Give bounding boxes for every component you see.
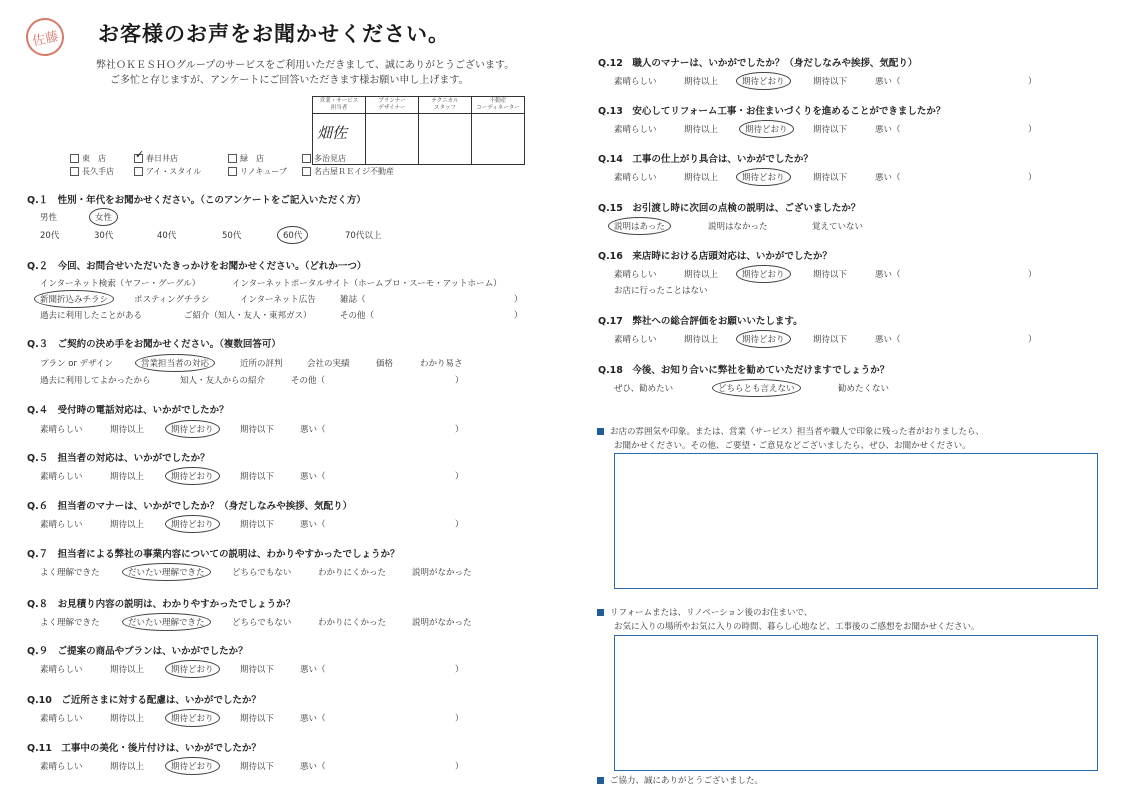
q5-rating-option[interactable]: 期待以上 bbox=[110, 472, 145, 482]
q18-option[interactable]: 勧めたくない bbox=[838, 384, 890, 394]
q17-rating-option[interactable]: 素晴らしい bbox=[614, 335, 657, 345]
q6-paren-close: ） bbox=[455, 520, 464, 530]
q11-rating-option[interactable]: 素晴らしい bbox=[40, 762, 83, 772]
q13-rating-selected[interactable]: 期待どおり bbox=[739, 120, 794, 138]
q5-paren-close: ） bbox=[455, 472, 464, 482]
q18-option-selected[interactable]: どちらとも言えない bbox=[712, 379, 801, 397]
q3-option[interactable]: 知人・友人からの紹介 bbox=[180, 376, 266, 386]
q4-rating-option[interactable]: 悪い（ bbox=[300, 425, 326, 435]
q1-gender-male[interactable]: 男性 bbox=[40, 213, 58, 223]
page-title: お客様のお声をお聞かせください。 bbox=[98, 22, 450, 46]
q14-rating-option[interactable]: 期待以下 bbox=[813, 173, 848, 183]
q16-rating-selected[interactable]: 期待どおり bbox=[736, 265, 791, 283]
q9-rating-option[interactable]: 素晴らしい bbox=[40, 665, 83, 675]
q5-heading: Q.５ 担当者の対応は、いかがでしたか？ bbox=[27, 453, 210, 464]
q8-option-selected[interactable]: だいたい理解できた bbox=[122, 613, 211, 631]
store-checkbox[interactable] bbox=[228, 167, 237, 176]
q2-option[interactable]: ご紹介（知人・友人・東邦ガス） bbox=[184, 311, 312, 321]
q12-paren-close: ） bbox=[1028, 77, 1037, 87]
q6-heading: Q.６ 担当者のマナーは、いかがでしたか？（身だしなみや挨拶、気配り） bbox=[27, 501, 353, 512]
q6-rating-option[interactable]: 期待以上 bbox=[110, 520, 145, 530]
q14-paren-close: ） bbox=[1028, 173, 1037, 183]
q11-heading: Q.11 工事中の美化・後片付けは、いかがでしたか？ bbox=[27, 743, 261, 754]
q8-option[interactable]: 説明がなかった bbox=[412, 618, 472, 628]
q9-rating-option[interactable]: 悪い（ bbox=[300, 665, 326, 675]
q13-heading: Q.13 安心してリフォーム工事・お住まいづくりを進めることができましたか？ bbox=[598, 106, 946, 117]
q1-age[interactable]: 50代 bbox=[222, 231, 242, 241]
q7-option[interactable]: 説明がなかった bbox=[412, 568, 472, 578]
q17-rating-option[interactable]: 期待以下 bbox=[813, 335, 848, 345]
q8-option[interactable]: よく理解できた bbox=[40, 618, 100, 628]
q3-option[interactable]: 会社の実績 bbox=[307, 359, 350, 369]
staff-tech-cell[interactable] bbox=[419, 114, 472, 165]
seal-stamp: 佐藤 bbox=[22, 14, 67, 59]
q1-age[interactable]: 20代 bbox=[40, 231, 60, 241]
q2-option[interactable]: インターネットポータルサイト（ホームプロ・スーモ・アットホーム） bbox=[232, 279, 502, 289]
q5-rating-selected[interactable]: 期待どおり bbox=[165, 467, 220, 485]
q4-rating-selected[interactable]: 期待どおり bbox=[165, 420, 220, 438]
q12-rating-option[interactable]: 期待以下 bbox=[813, 77, 848, 87]
store-label: 春日井店 bbox=[146, 154, 178, 163]
q10-heading: Q.10 ご近所さまに対する配慮は、いかがでしたか？ bbox=[27, 695, 261, 706]
q3-option[interactable]: プラン or デザイン bbox=[40, 359, 114, 369]
q6-rating-option[interactable]: 悪い（ bbox=[300, 520, 326, 530]
q1-age[interactable]: 70代以上 bbox=[345, 231, 382, 241]
q9-paren-close: ） bbox=[455, 665, 464, 675]
bullet-square-icon bbox=[597, 428, 604, 435]
q4-heading: Q.４ 受付時の電話対応は、いかがでしたか？ bbox=[27, 405, 229, 416]
q1-age[interactable]: 30代 bbox=[94, 231, 114, 241]
q16-paren-close: ） bbox=[1028, 270, 1037, 280]
q13-paren-close: ） bbox=[1028, 125, 1037, 135]
store-label: 名古屋ＲＥイジ不動産 bbox=[314, 167, 394, 176]
q14-rating-option[interactable]: 悪い（ bbox=[875, 173, 901, 183]
store-label: アイ・スタイル bbox=[146, 167, 202, 176]
q15-heading: Q.15 お引渡し時に次回の点検の説明は、ございましたか？ bbox=[598, 203, 861, 214]
q12-heading: Q.12 職人のマナーは、いかがでしたか？（身だしなみや挨拶、気配り） bbox=[598, 58, 918, 69]
q16-extra-option[interactable]: お店に行ったことはない bbox=[614, 286, 708, 296]
q14-rating-option[interactable]: 期待以上 bbox=[684, 173, 719, 183]
q6-rating-option[interactable]: 素晴らしい bbox=[40, 520, 83, 530]
q2-option[interactable]: 過去に利用したことがある bbox=[40, 311, 143, 321]
comment2-prompt-line2: お気に入りの場所やお気に入りの時間、暮らし心地など、工事後のご感想をお聞かせください。 bbox=[614, 622, 980, 632]
q2-option-selected[interactable]: 新聞折込みチラシ bbox=[34, 290, 114, 308]
q6-rating-selected[interactable]: 期待どおり bbox=[165, 515, 220, 533]
comment2-prompt-line1: リフォームまたは、リノベーション後のお住まいで、 bbox=[597, 606, 812, 618]
comment2-textarea[interactable] bbox=[614, 635, 1098, 771]
q11-rating-option[interactable]: 期待以下 bbox=[240, 762, 275, 772]
q18-option[interactable]: ぜひ、勧めたい bbox=[614, 384, 674, 394]
store-label: 緑 店 bbox=[240, 154, 264, 163]
intro-line-1: 弊社ＯＫＥＳＨＯグループのサービスをご利用いただきまして、誠にありがとうございます。 bbox=[96, 60, 515, 71]
q3-option-selected[interactable]: 営業担当者の対応 bbox=[135, 354, 215, 372]
staff-header-realestate: 不動産 コーディネーター bbox=[472, 97, 525, 114]
store-label: 東 店 bbox=[82, 154, 106, 163]
bullet-square-icon bbox=[597, 609, 604, 616]
q6-rating-option[interactable]: 期待以下 bbox=[240, 520, 275, 530]
store-label: 長久手店 bbox=[82, 167, 114, 176]
store-label: 多治見店 bbox=[314, 154, 346, 163]
q17-rating-option[interactable]: 悪い（ bbox=[875, 335, 901, 345]
q7-option[interactable]: わかりにくかった bbox=[318, 568, 387, 578]
q2-paren-close: ） bbox=[514, 295, 523, 305]
store-checkbox[interactable] bbox=[302, 154, 311, 163]
q3-option[interactable]: 価格 bbox=[376, 359, 394, 369]
store-checkbox[interactable] bbox=[70, 154, 79, 163]
q5-rating-option[interactable]: 悪い（ bbox=[300, 472, 326, 482]
q10-rating-option[interactable]: 期待以上 bbox=[110, 714, 145, 724]
q4-rating-option[interactable]: 期待以下 bbox=[240, 425, 275, 435]
q4-rating-option[interactable]: 素晴らしい bbox=[40, 425, 83, 435]
q13-rating-option[interactable]: 素晴らしい bbox=[614, 125, 657, 135]
store-checkbox-checked[interactable] bbox=[134, 154, 143, 163]
store-label: リノキューブ bbox=[240, 167, 287, 176]
q17-paren-close: ） bbox=[1028, 335, 1037, 345]
q12-rating-selected[interactable]: 期待どおり bbox=[736, 72, 791, 90]
q2-heading: Q.２ 今回、お問合せいただいたきっかけをお聞かせください。（どれか一つ） bbox=[27, 261, 367, 272]
q11-rating-option[interactable]: 悪い（ bbox=[300, 762, 326, 772]
q1-heading: Q.１ 性別・年代をお聞かせください。（このアンケートをご記入いただく方） bbox=[27, 195, 366, 206]
staff-header-technical: テクニカル スタッフ bbox=[419, 97, 472, 114]
q16-rating-option[interactable]: 期待以下 bbox=[813, 270, 848, 280]
q3-option[interactable]: 近所の評判 bbox=[240, 359, 283, 369]
q18-heading: Q.18 今後、お知り合いに弊社を勧めていただけますでしょうか？ bbox=[598, 365, 890, 376]
q17-heading: Q.17 弊社への総合評価をお願いいたします。 bbox=[598, 316, 803, 327]
q16-rating-option[interactable]: 悪い（ bbox=[875, 270, 901, 280]
q9-rating-option[interactable]: 期待以上 bbox=[110, 665, 145, 675]
q2-option[interactable]: インターネット広告 bbox=[240, 295, 316, 305]
q10-paren-close: ） bbox=[455, 714, 464, 724]
q9-rating-selected[interactable]: 期待どおり bbox=[165, 660, 220, 678]
staff-header-sales: 営業・サービス 担当者 bbox=[313, 97, 366, 114]
q16-rating-option[interactable]: 期待以上 bbox=[684, 270, 719, 280]
q13-rating-option[interactable]: 期待以上 bbox=[684, 125, 719, 135]
q5-rating-option[interactable]: 素晴らしい bbox=[40, 472, 83, 482]
q1-age[interactable]: 40代 bbox=[157, 231, 177, 241]
comment1-prompt-line1: お店の雰囲気や印象。または、営業（サービス）担当者や職人で印象に残った者がおりましたら、 bbox=[597, 425, 984, 437]
q1-gender-female[interactable]: 女性 bbox=[89, 208, 118, 226]
q15-option-selected[interactable]: 説明はあった bbox=[608, 217, 671, 235]
q14-rating-option[interactable]: 素晴らしい bbox=[614, 173, 657, 183]
q10-rating-option[interactable]: 素晴らしい bbox=[40, 714, 83, 724]
q4-paren-close: ） bbox=[455, 425, 464, 435]
staff-header-planner: プランナー デザイナー bbox=[366, 97, 419, 114]
q7-option-selected[interactable]: だいたい理解できた bbox=[122, 563, 211, 581]
q13-rating-option[interactable]: 悪い（ bbox=[875, 125, 901, 135]
q14-rating-selected[interactable]: 期待どおり bbox=[736, 168, 791, 186]
q9-heading: Q.９ ご提案の商品やプランは、いかがでしたか？ bbox=[27, 646, 248, 657]
q10-rating-option[interactable]: 悪い（ bbox=[300, 714, 326, 724]
q2-option[interactable]: インターネット検索（ヤフー・グーグル） bbox=[40, 279, 201, 289]
staff-realestate-cell[interactable] bbox=[472, 114, 525, 165]
q3-option[interactable]: 過去に利用してよかったから bbox=[40, 376, 151, 386]
q17-rating-selected[interactable]: 期待どおり bbox=[736, 330, 791, 348]
q8-heading: Q.８ お見積り内容の説明は、わかりやすかったでしょうか？ bbox=[27, 599, 296, 610]
q11-rating-selected[interactable]: 期待どおり bbox=[165, 757, 220, 775]
q9-rating-option[interactable]: 期待以下 bbox=[240, 665, 275, 675]
q12-rating-option[interactable]: 期待以上 bbox=[684, 77, 719, 87]
q2-option[interactable]: 雑誌（ bbox=[340, 295, 366, 305]
q2-option[interactable]: ポスティングチラシ bbox=[134, 295, 210, 305]
q11-rating-option[interactable]: 期待以上 bbox=[110, 762, 145, 772]
bullet-square-icon bbox=[597, 777, 604, 784]
q12-rating-option[interactable]: 素晴らしい bbox=[614, 77, 657, 87]
q1-age-selected[interactable]: 60代 bbox=[277, 226, 308, 244]
q8-option[interactable]: どちらでもない bbox=[232, 618, 292, 628]
store-checkbox[interactable] bbox=[70, 167, 79, 176]
staff-planner-cell[interactable] bbox=[366, 114, 419, 165]
q17-rating-option[interactable]: 期待以上 bbox=[684, 335, 719, 345]
intro-line-2: ご多忙と存じますが、アンケートにご回答いただきます様お願い申し上げます。 bbox=[110, 75, 469, 86]
thanks-line: ご協力、誠にありがとうございました。 bbox=[597, 774, 763, 786]
q4-rating-option[interactable]: 期待以上 bbox=[110, 425, 145, 435]
q10-rating-selected[interactable]: 期待どおり bbox=[165, 709, 220, 727]
store-checkbox[interactable] bbox=[134, 167, 143, 176]
q8-option[interactable]: わかりにくかった bbox=[318, 618, 387, 628]
q3-option[interactable]: わかり易さ bbox=[420, 359, 463, 369]
q7-option[interactable]: どちらでもない bbox=[232, 568, 292, 578]
q16-heading: Q.16 来店時における店頭対応は、いかがでしたか？ bbox=[598, 251, 832, 262]
q3-option[interactable]: その他（ bbox=[291, 376, 326, 386]
q5-rating-option[interactable]: 期待以下 bbox=[240, 472, 275, 482]
q2-option[interactable]: その他（ bbox=[340, 311, 375, 321]
q16-rating-option[interactable]: 素晴らしい bbox=[614, 270, 657, 280]
q11-paren-close: ） bbox=[455, 762, 464, 772]
q13-rating-option[interactable]: 期待以下 bbox=[813, 125, 848, 135]
store-checkbox[interactable] bbox=[302, 167, 311, 176]
q2-paren-close: ） bbox=[514, 311, 523, 321]
q7-option[interactable]: よく理解できた bbox=[40, 568, 100, 578]
q14-heading: Q.14 工事の仕上がり具合は、いかがでしたか？ bbox=[598, 154, 813, 165]
q3-heading: Q.３ ご契約の決め手をお聞かせください。（複数回答可） bbox=[27, 339, 281, 350]
q12-rating-option[interactable]: 悪い（ bbox=[875, 77, 901, 87]
q3-paren-close: ） bbox=[455, 376, 464, 386]
q7-heading: Q.７ 担当者による弊社の事業内容についての説明は、わかりやすかったでしょうか？ bbox=[27, 549, 400, 560]
q15-option[interactable]: 覚えていない bbox=[812, 222, 864, 232]
handwritten-name: 畑佐 bbox=[317, 124, 348, 142]
comment1-textarea[interactable] bbox=[614, 453, 1098, 589]
store-checkbox[interactable] bbox=[228, 154, 237, 163]
q15-option[interactable]: 説明はなかった bbox=[708, 222, 768, 232]
q10-rating-option[interactable]: 期待以下 bbox=[240, 714, 275, 724]
comment1-prompt-line2: お聞かせください。その他、ご要望・ご意見などございましたら、ぜひ、お聞かせください。 bbox=[614, 441, 971, 451]
